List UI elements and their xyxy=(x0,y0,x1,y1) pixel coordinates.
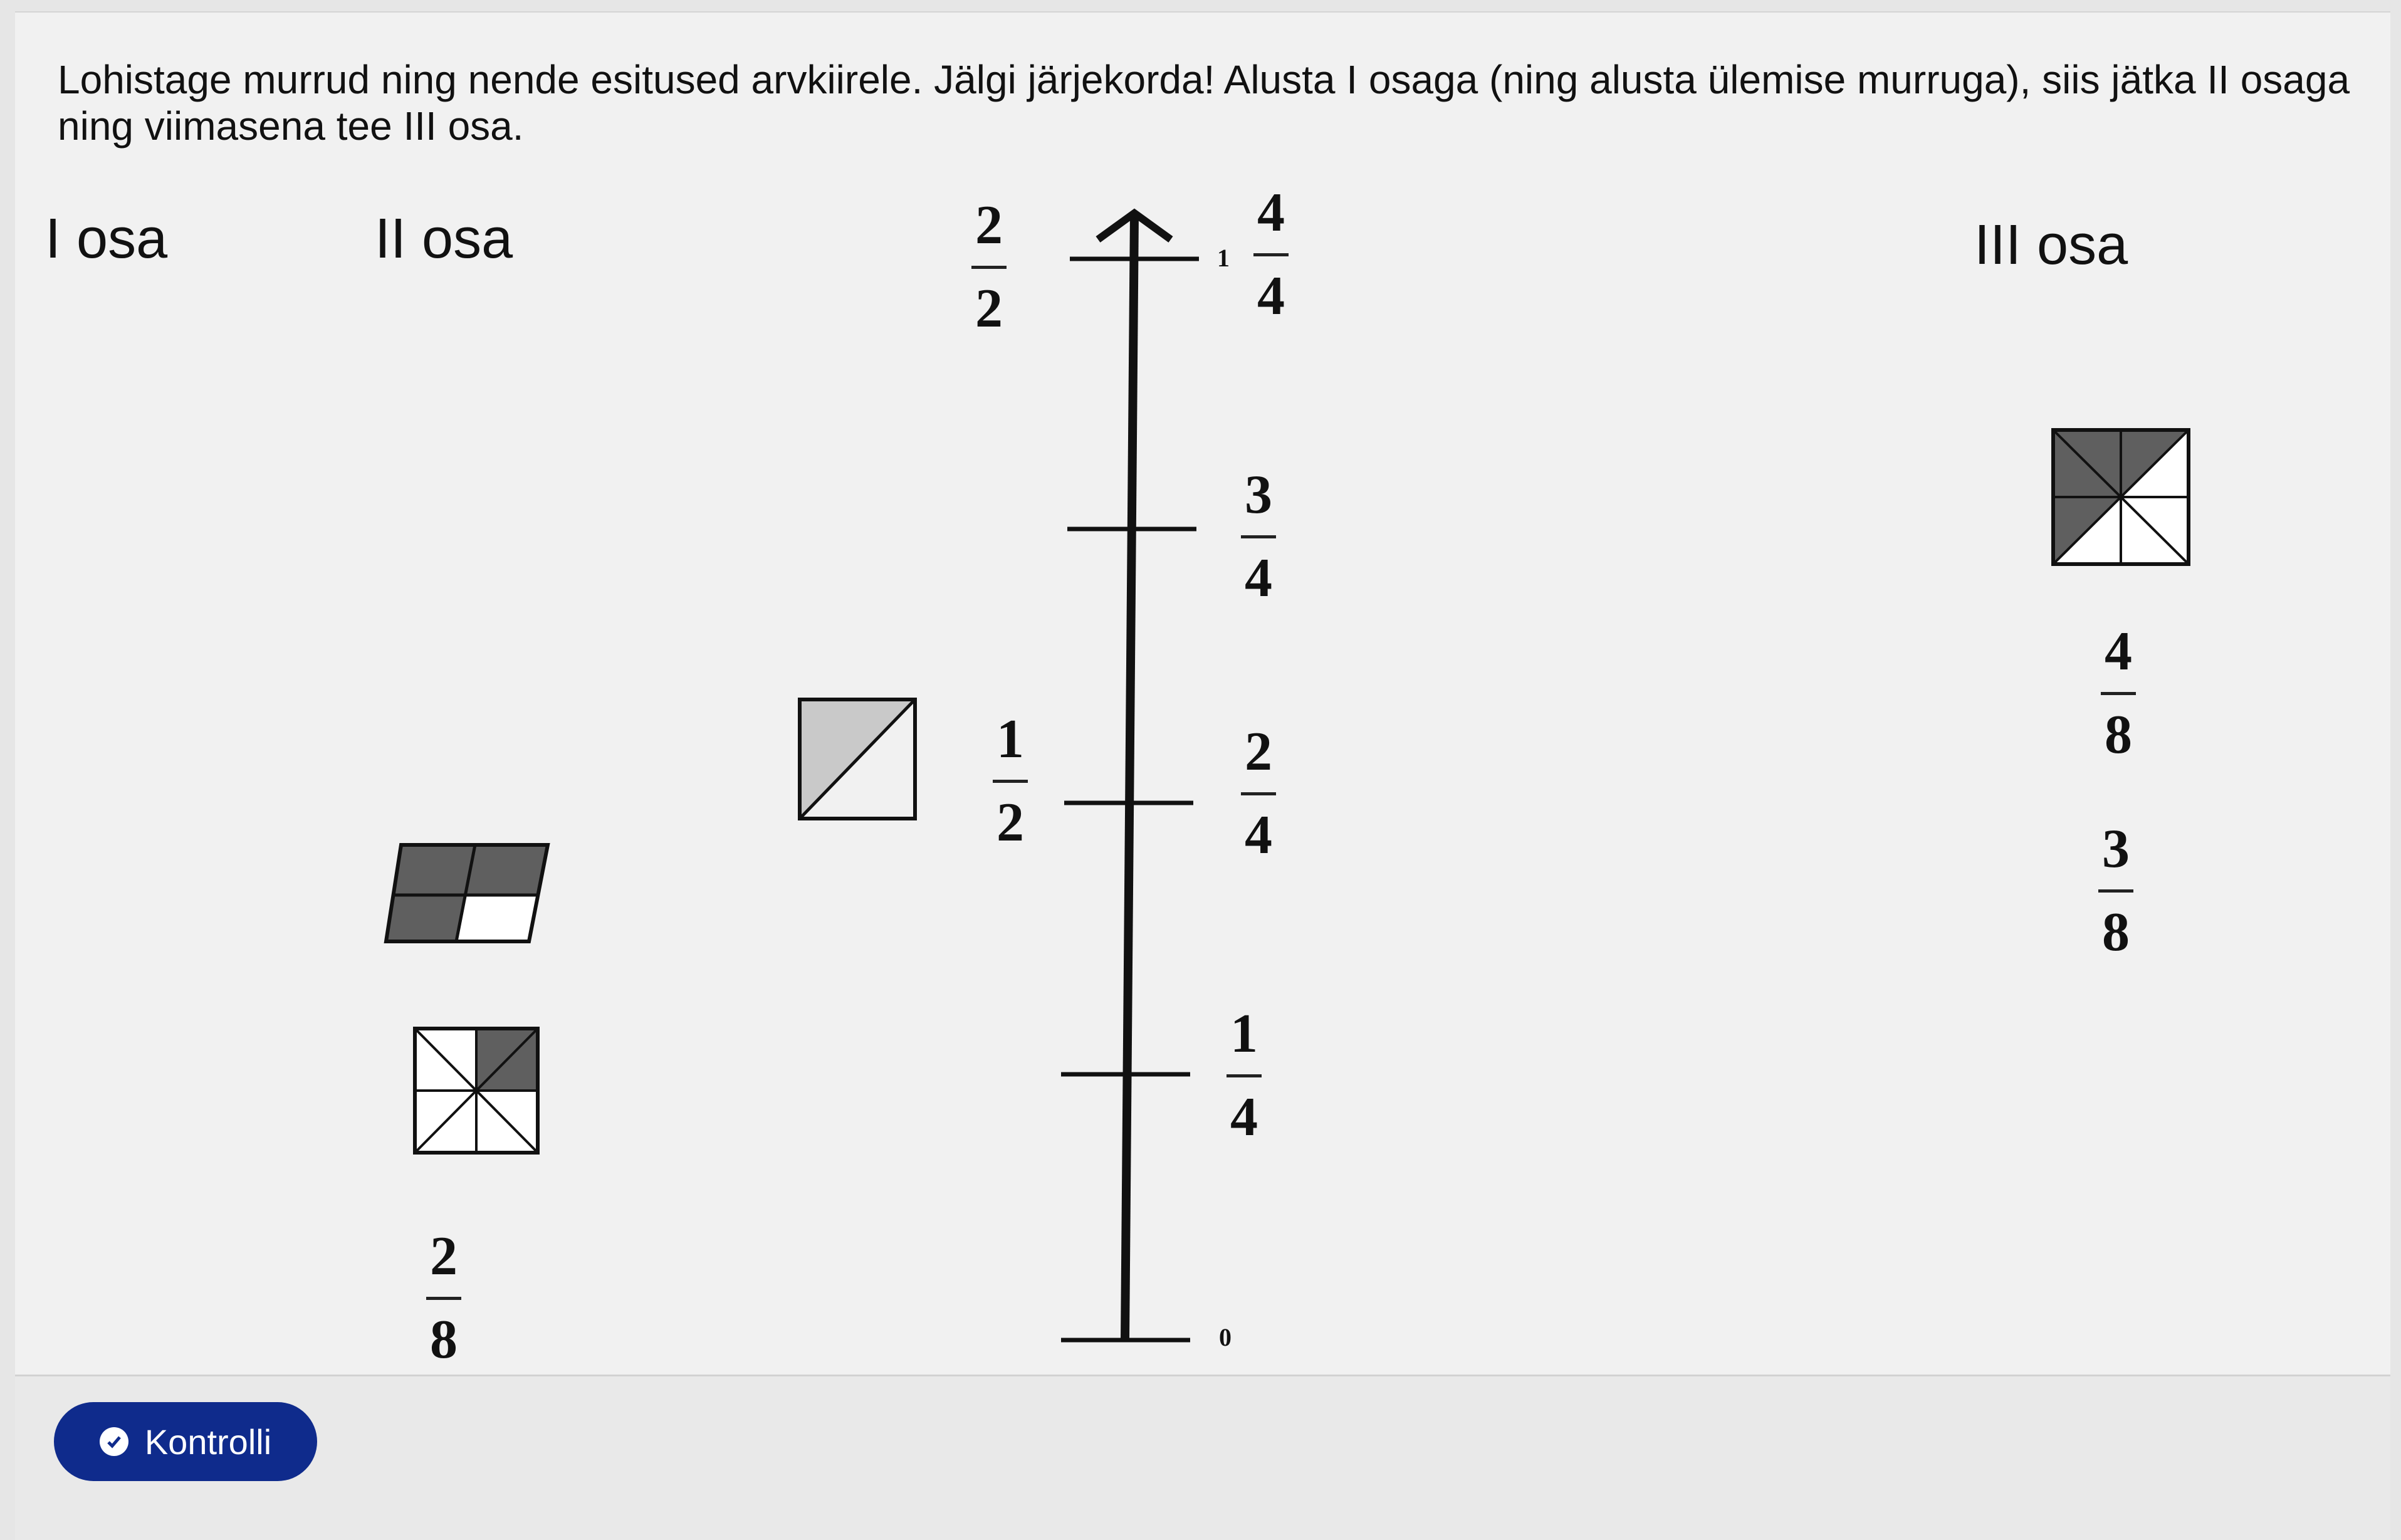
quarters-rectangle-shape[interactable] xyxy=(382,840,552,946)
fraction-bar xyxy=(1241,535,1276,538)
denominator: 4 xyxy=(1257,266,1285,327)
denominator: 4 xyxy=(1230,1087,1258,1148)
fraction-three-quarters[interactable] xyxy=(1227,464,1290,610)
half-diagonal-square-shape[interactable] xyxy=(796,696,919,822)
denominator: 4 xyxy=(1245,805,1272,866)
fraction-bar xyxy=(426,1297,461,1300)
check-button-label: Kontrolli xyxy=(144,1422,272,1462)
check-button[interactable] xyxy=(54,1402,317,1481)
fraction-bar xyxy=(993,780,1028,783)
eighths-square-part3-shape[interactable] xyxy=(2049,426,2192,568)
fraction-bar xyxy=(971,266,1007,269)
eighths-square-part2-shape[interactable] xyxy=(411,1025,541,1156)
numerator: 4 xyxy=(2105,621,2132,682)
denominator: 2 xyxy=(975,278,1003,339)
fraction-three-eighths[interactable] xyxy=(2085,818,2147,964)
denominator: 8 xyxy=(2105,705,2132,765)
number-line xyxy=(1053,201,1216,1354)
fraction-bar xyxy=(2101,692,2136,695)
check-circle-icon xyxy=(100,1427,128,1456)
denominator: 8 xyxy=(430,1309,458,1370)
fraction-four-quarters[interactable] xyxy=(1240,182,1302,328)
fraction-bar xyxy=(1241,792,1276,795)
fraction-two-halves[interactable] xyxy=(958,194,1020,340)
fraction-bar xyxy=(1253,253,1289,256)
fraction-one-half[interactable] xyxy=(979,708,1042,854)
instruction-text: Lohistage murrud ning nende esitused arvkiirele. Jälgi järjekorda! Alusta I osaga (ning alusta ülemise murruga), siis jätka II osaga ning viimasena tee III osa. xyxy=(58,57,2350,149)
fraction-four-eighths[interactable] xyxy=(2087,621,2150,767)
numerator: 3 xyxy=(1245,464,1272,525)
fraction-bar xyxy=(1227,1074,1262,1077)
numerator: 4 xyxy=(1257,182,1285,243)
part1-heading: I osa xyxy=(45,207,168,270)
part3-heading: III osa xyxy=(1974,214,2128,276)
numerator: 1 xyxy=(1230,1003,1258,1064)
part2-heading: II osa xyxy=(375,207,513,270)
numerator: 2 xyxy=(975,195,1003,256)
numerator: 3 xyxy=(2102,819,2130,879)
denominator: 2 xyxy=(996,792,1024,853)
footer-bar xyxy=(15,1375,2390,1540)
numerator: 2 xyxy=(1245,721,1272,782)
fraction-one-quarter[interactable] xyxy=(1213,1003,1275,1149)
denominator: 4 xyxy=(1245,548,1272,609)
number-line-end-label: 1 xyxy=(1217,244,1230,272)
fraction-bar xyxy=(2098,889,2133,893)
denominator: 8 xyxy=(2102,902,2130,963)
numerator: 2 xyxy=(430,1226,458,1287)
fraction-two-eighths[interactable] xyxy=(412,1225,475,1371)
number-line-start-label: 0 xyxy=(1219,1323,1232,1351)
numerator: 1 xyxy=(996,709,1024,770)
fraction-two-quarters[interactable] xyxy=(1227,721,1290,867)
